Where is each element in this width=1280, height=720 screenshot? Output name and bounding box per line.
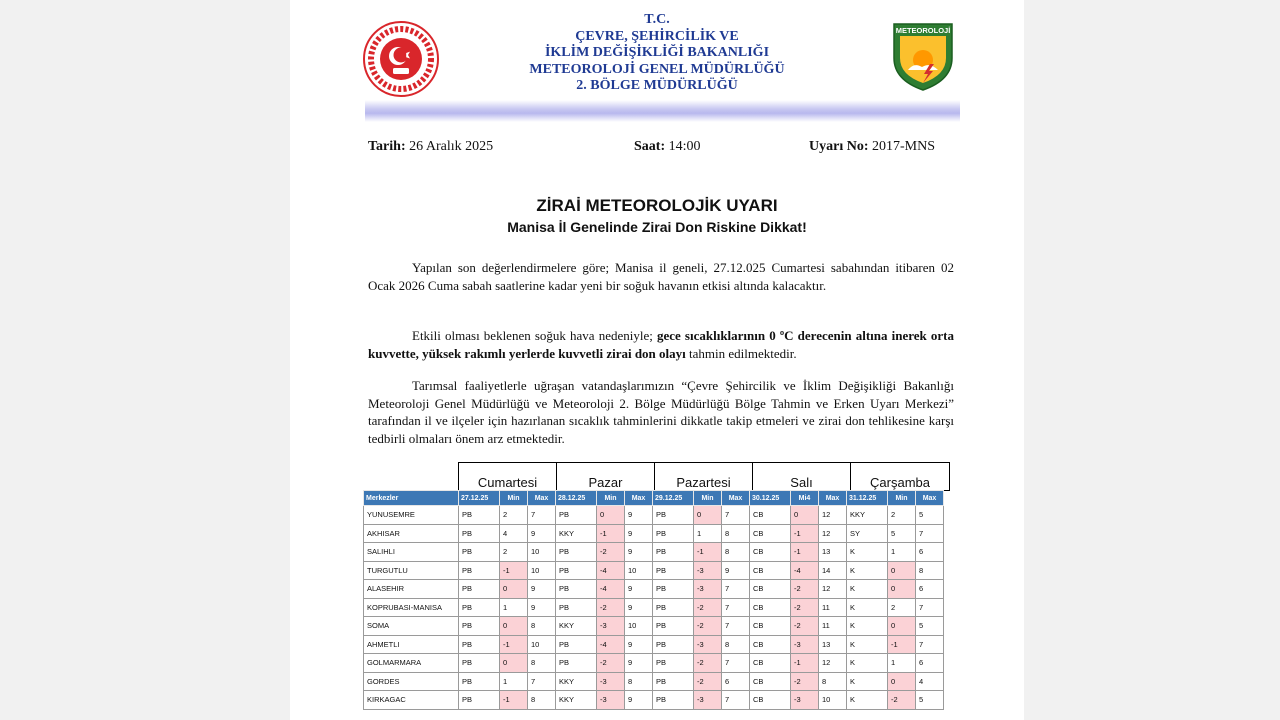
column-header: Min [694,491,722,506]
station-name: AKHISAR [364,524,459,543]
table-cell: -2 [791,617,819,636]
station-name: YUNUSEMRE [364,506,459,525]
day-header: Cumartesi [459,463,557,491]
table-cell: PB [653,543,694,562]
meteoroloji-logo [890,20,956,92]
table-cell: -1 [694,543,722,562]
table-cell: 8 [625,672,653,691]
station-name: SOMA [364,617,459,636]
table-cell: -3 [791,635,819,654]
table-cell: 0 [791,506,819,525]
table-cell: -2 [694,654,722,673]
table-cell: K [847,672,888,691]
table-row [364,524,944,543]
table-cell: -4 [597,580,625,599]
table-cell: -2 [694,672,722,691]
table-cell: KKY [556,672,597,691]
time-label: Saat: [634,139,666,154]
table-cell: PB [459,691,500,710]
warning-value: 2017-MNS [872,139,936,154]
table-cell: PB [653,506,694,525]
table-cell: 7 [916,524,944,543]
table-cell: PB [459,635,500,654]
table-cell: CB [750,598,791,617]
table-cell: 2 [500,506,528,525]
table-cell: 8 [528,691,556,710]
table-cell: K [847,654,888,673]
warning-number-field [809,139,935,155]
table-cell: 5 [916,506,944,525]
station-name: TURGUTLU [364,561,459,580]
table-cell: 7 [722,617,750,636]
column-header: Max [528,491,556,506]
table-cell: 10 [625,617,653,636]
table-cell: 9 [528,580,556,599]
table-cell: CB [750,561,791,580]
table-cell: PB [653,524,694,543]
column-header: 28.12.25 [556,491,597,506]
table-cell: KKY [556,617,597,636]
paragraph-2-c: tahmin edilmektedir. [685,345,797,361]
table-cell: CB [750,524,791,543]
table-cell: -3 [597,672,625,691]
table-cell: 12 [819,506,847,525]
table-cell: K [847,543,888,562]
table-cell: PB [556,635,597,654]
table-cell: KKY [556,691,597,710]
table-cell: 1 [888,543,916,562]
document-page [290,0,1024,720]
table-cell: 7 [722,654,750,673]
table-cell: -3 [597,691,625,710]
station-name: AHMETLI [364,635,459,654]
table-cell: 0 [597,506,625,525]
column-header: 31.12.25 [847,491,888,506]
table-cell: 5 [888,524,916,543]
paragraph-2-a: Etkili olması beklenen soğuk hava nedeniyle; [412,328,657,343]
table-cell: CB [750,506,791,525]
station-name: ALASEHIR [364,580,459,599]
table-cell: 8 [722,524,750,543]
table-cell: 9 [528,524,556,543]
table-cell: PB [459,580,500,599]
table-cell: 0 [500,580,528,599]
table-cell: CB [750,580,791,599]
table-cell: -1 [791,654,819,673]
table-cell: 12 [819,524,847,543]
table-cell: CB [750,691,791,710]
day-header: Çarşamba [851,463,950,491]
table-cell: 7 [722,506,750,525]
station-name: KIRKAGAC [364,691,459,710]
table-cell: 7 [528,506,556,525]
time-value: 14:00 [668,139,701,154]
table-cell: 0 [888,561,916,580]
table-cell: 8 [819,672,847,691]
column-header: Min [500,491,528,506]
table-cell: 11 [819,598,847,617]
table-cell: 7 [722,598,750,617]
table-cell: -1 [597,524,625,543]
day-header: Pazar [557,463,655,491]
table-cell: 0 [888,617,916,636]
table-cell: CB [750,617,791,636]
logo-text: METEOROLOJİ [895,26,951,35]
table-cell: 9 [625,524,653,543]
table-cell: PB [556,654,597,673]
column-header: Max [722,491,750,506]
table-cell: PB [556,580,597,599]
table-cell: PB [459,654,500,673]
table-cell: 8 [722,635,750,654]
table-cell: PB [653,598,694,617]
table-cell: PB [653,635,694,654]
table-cell: 9 [625,598,653,617]
table-cell: -2 [791,672,819,691]
table-cell: -2 [597,654,625,673]
table-row [364,598,944,617]
table-row [364,654,944,673]
table-cell: PB [556,506,597,525]
table-cell: PB [653,580,694,599]
column-header: Max [916,491,944,506]
station-name: KOPRUBASI-MANISA [364,598,459,617]
table-cell: -1 [888,635,916,654]
table-cell: 6 [722,672,750,691]
header-line-4: METEOROLOJİ GENEL MÜDÜRLÜĞÜ [529,61,785,77]
table-cell: 8 [916,561,944,580]
table-cell: 8 [722,543,750,562]
table-cell: 5 [916,691,944,710]
table-row [364,543,944,562]
table-cell: PB [653,691,694,710]
table-cell: PB [556,543,597,562]
table-cell: -1 [500,561,528,580]
table-cell: 9 [625,654,653,673]
document-title: ZİRAİ METEOROLOJİK UYARI [536,196,778,215]
table-cell: 10 [528,561,556,580]
station-name: GORDES [364,672,459,691]
table-cell: 9 [722,561,750,580]
table-cell: PB [459,617,500,636]
table-row [364,691,944,710]
header-divider-bar [365,100,960,122]
table-row [364,580,944,599]
table-cell: 7 [916,598,944,617]
column-header: Merkezler [364,491,459,506]
table-cell: 9 [625,543,653,562]
header-line-2: ÇEVRE, ŞEHİRCİLİK VE [575,28,739,44]
table-cell: PB [459,561,500,580]
table-cell: 0 [500,617,528,636]
table-cell: K [847,580,888,599]
table-row [364,672,944,691]
table-cell: 9 [528,598,556,617]
table-cell: -4 [597,561,625,580]
table-cell: 9 [625,635,653,654]
table-cell: K [847,691,888,710]
table-cell: 1 [694,524,722,543]
column-header: Min [597,491,625,506]
column-header: Max [625,491,653,506]
table-cell: -2 [888,691,916,710]
table-cell: 1 [500,672,528,691]
table-row [364,561,944,580]
column-header: 29.12.25 [653,491,694,506]
station-name: SALIHLI [364,543,459,562]
table-cell: 12 [819,580,847,599]
table-cell: 4 [916,672,944,691]
table-cell: 2 [888,506,916,525]
table-cell: -2 [694,598,722,617]
table-cell: -1 [500,635,528,654]
table-cell: 6 [916,543,944,562]
table-cell: 2 [888,598,916,617]
header-line-3: İKLİM DEĞİŞİKLİĞİ BAKANLIĞI [544,45,770,60]
day-header: Salı [753,463,851,491]
table-cell: PB [653,672,694,691]
table-cell: -3 [694,561,722,580]
table-cell: 7 [722,691,750,710]
column-header: Mi4 [791,491,819,506]
table-cell: K [847,598,888,617]
table-cell: 0 [888,580,916,599]
table-cell: -2 [597,543,625,562]
table-cell: 10 [528,543,556,562]
table-cell: CB [750,672,791,691]
table-cell: PB [459,543,500,562]
table-cell: -2 [791,580,819,599]
date-value: 26 Aralık 2025 [409,139,494,154]
table-cell: 7 [722,580,750,599]
table-cell: -3 [694,635,722,654]
table-cell: -4 [791,561,819,580]
table-cell: -2 [791,598,819,617]
table-cell: 13 [819,543,847,562]
table-cell: 6 [916,580,944,599]
table-cell: -1 [791,524,819,543]
table-header-row [364,491,944,506]
paragraph-1: Yapılan son değerlendirmelere göre; Manisa il geneli, 27.12.025 Cumartesi sabahından itibaren 02 Ocak 2026 Cuma sabah saatlerine kadar yeni bir soğuk havanın etkisi altında kalacaktır. [368,260,954,293]
table-cell: 2 [500,543,528,562]
table-cell: K [847,561,888,580]
table-cell: SY [847,524,888,543]
document-subtitle: Manisa İl Genelinde Zirai Don Riskine Dikkat! [507,219,807,235]
table-cell: 9 [625,580,653,599]
table-cell: -1 [791,543,819,562]
table-cell: KKY [847,506,888,525]
table-cell: KKY [556,524,597,543]
paragraph-3: Tarımsal faaliyetlerle uğraşan vatandaşlarımızın “Çevre Şehircilik ve İklim Değişikliği Bakanlığı Meteoroloji Genel Müdürlüğü ve Meteoroloji 2. Bölge Müdürlüğü Bölge Tahmin ve Erken Uyarı Merkezi” tarafından il ve ilçeler için hazırlanan sıcaklık tahminlerini dikkatle takip etmeleri ve zirai don tehlikesine karşı tedbirli olmaları önem arz etmektedir. [368,378,954,446]
table-cell: 0 [888,672,916,691]
paragraph-2 [368,327,954,362]
table-cell: -3 [694,580,722,599]
table-cell: CB [750,543,791,562]
table-cell: 7 [916,635,944,654]
column-header: 30.12.25 [750,491,791,506]
table-body [364,506,944,710]
forecast-table [363,490,944,710]
header-line-1: T.C. [644,12,670,27]
table-cell: -2 [597,598,625,617]
table-cell: PB [653,654,694,673]
table-cell: 1 [500,598,528,617]
table-cell: -1 [500,691,528,710]
table-cell: K [847,635,888,654]
table-row [364,635,944,654]
table-cell: -3 [597,617,625,636]
table-cell: 4 [500,524,528,543]
table-cell: 10 [528,635,556,654]
table-cell: 11 [819,617,847,636]
table-row [364,617,944,636]
paragraph-2-bold: gece sıcaklıklarının 0 ºC derecenin altına inerek orta kuvvette, yüksek rakımlı yerlerde kuvvetli zirai don olayı [368,328,954,361]
table-cell: -3 [694,691,722,710]
table-cell: 9 [625,506,653,525]
table-cell: 13 [819,635,847,654]
table-cell: -2 [694,617,722,636]
warning-label: Uyarı No: [809,139,869,154]
table-cell: 9 [625,691,653,710]
table-cell: PB [459,672,500,691]
table-cell: 0 [500,654,528,673]
table-cell: 0 [694,506,722,525]
time-field [634,139,701,155]
date-field [368,139,493,155]
table-cell: PB [556,598,597,617]
table-cell: 5 [916,617,944,636]
date-label: Tarih: [368,139,406,154]
station-name: GOLMARMARA [364,654,459,673]
header-line-5: 2. BÖLGE MÜDÜRLÜĞÜ [576,78,738,93]
day-header: Pazartesi [655,463,753,491]
table-cell: 14 [819,561,847,580]
column-header: 27.12.25 [459,491,500,506]
table-cell: PB [459,506,500,525]
table-cell: K [847,617,888,636]
table-cell: PB [459,598,500,617]
table-cell: PB [459,524,500,543]
table-cell: PB [556,561,597,580]
table-cell: -4 [597,635,625,654]
column-header: Min [888,491,916,506]
table-cell: 6 [916,654,944,673]
table-cell: 10 [819,691,847,710]
table-cell: CB [750,635,791,654]
table-cell: 8 [528,617,556,636]
table-cell: PB [653,561,694,580]
table-cell: -3 [791,691,819,710]
table-cell: CB [750,654,791,673]
table-cell: 7 [528,672,556,691]
table-cell: 1 [888,654,916,673]
column-header: Max [819,491,847,506]
table-cell: 12 [819,654,847,673]
table-cell: 10 [625,561,653,580]
day-header-table [458,462,950,491]
table-cell: 8 [528,654,556,673]
table-cell: PB [653,617,694,636]
table-row [364,506,944,525]
